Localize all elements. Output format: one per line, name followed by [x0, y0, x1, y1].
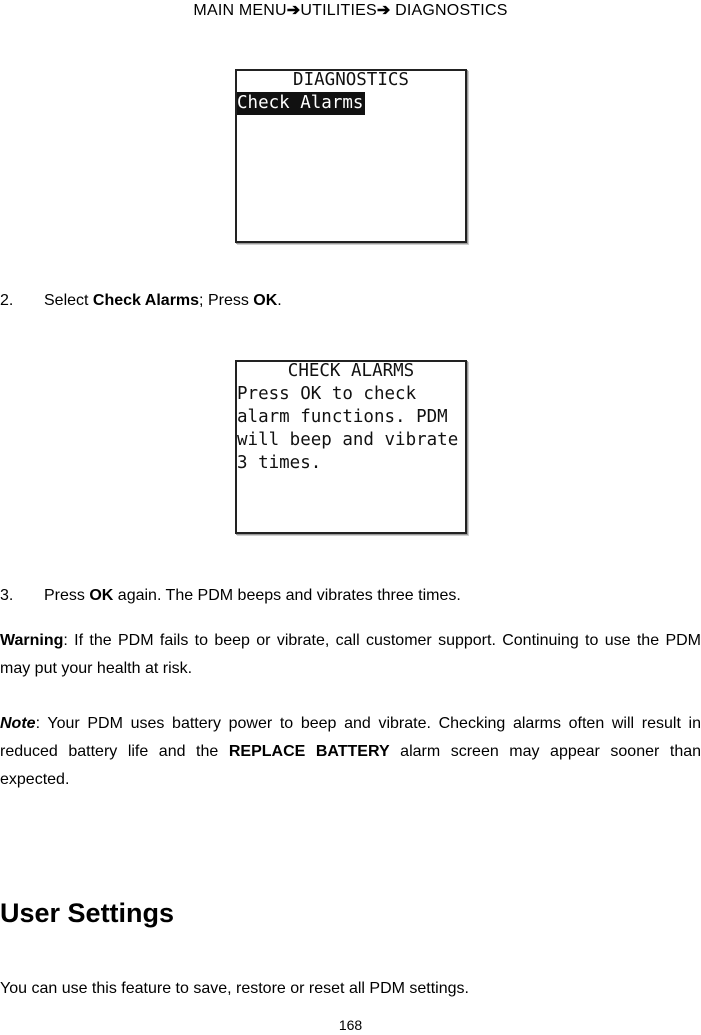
warning-paragraph: [0, 627, 701, 683]
step-text: [44, 290, 282, 312]
step-bold-term: OK: [253, 292, 278, 309]
note-bold-term: REPLACE BATTERY: [228, 743, 390, 760]
step-text-part: again. The PDM beeps and vibrates three times.: [113, 587, 461, 604]
arrow-right-icon: ➔: [376, 2, 391, 19]
step-bold-term: OK: [89, 587, 114, 604]
step-text-part: .: [277, 292, 282, 309]
check-alarms-menu-item[interactable]: Check Alarms: [237, 93, 364, 113]
screen-text-line: will beep and vibrate: [237, 430, 459, 450]
step-bold-term: Check Alarms: [92, 292, 200, 309]
screen-text-line: alarm functions. PDM: [237, 407, 448, 427]
screen-title: DIAGNOSTICS: [293, 70, 409, 90]
page-number: 168: [338, 1017, 363, 1033]
warning-text: : If the PDM fails to beep or vibrate, call customer support. Continuing to use the PDM may put your health at risk.: [0, 632, 701, 677]
arrow-right-icon: ➔: [286, 2, 301, 19]
note-paragraph: [0, 710, 701, 794]
diagnostics-screen: [235, 69, 467, 243]
check-alarms-screen: [235, 360, 467, 534]
screen-title: CHECK ALARMS: [287, 361, 415, 381]
breadcrumb-main-menu: MAIN MENU: [193, 2, 287, 19]
note-label: Note: [0, 715, 36, 732]
screen-text-line: Press OK to check: [237, 384, 417, 404]
breadcrumb-diagnostics: DIAGNOSTICS: [395, 2, 508, 19]
step-text-part: Press: [44, 587, 90, 604]
step-number: 3.: [0, 587, 14, 604]
screen-text-line: 3 times.: [237, 453, 322, 473]
note-text: alarm screen may appear sooner than expected.: [0, 743, 701, 788]
breadcrumb-utilities: UTILITIES: [300, 2, 377, 19]
note-text: : Your PDM uses battery power to beep and vibrate. Checking alarms often will result in reduced battery life and the: [0, 715, 701, 760]
section-heading: User Settings: [0, 898, 175, 928]
warning-label: Warning: [0, 632, 64, 649]
step-number: 2.: [0, 292, 14, 309]
section-intro: You can use this feature to save, restore or reset all PDM settings.: [0, 980, 469, 997]
breadcrumb: [0, 0, 701, 22]
step-text-part: ; Press: [199, 292, 254, 309]
step-text-part: Select: [44, 292, 93, 309]
step-text: [44, 585, 461, 607]
